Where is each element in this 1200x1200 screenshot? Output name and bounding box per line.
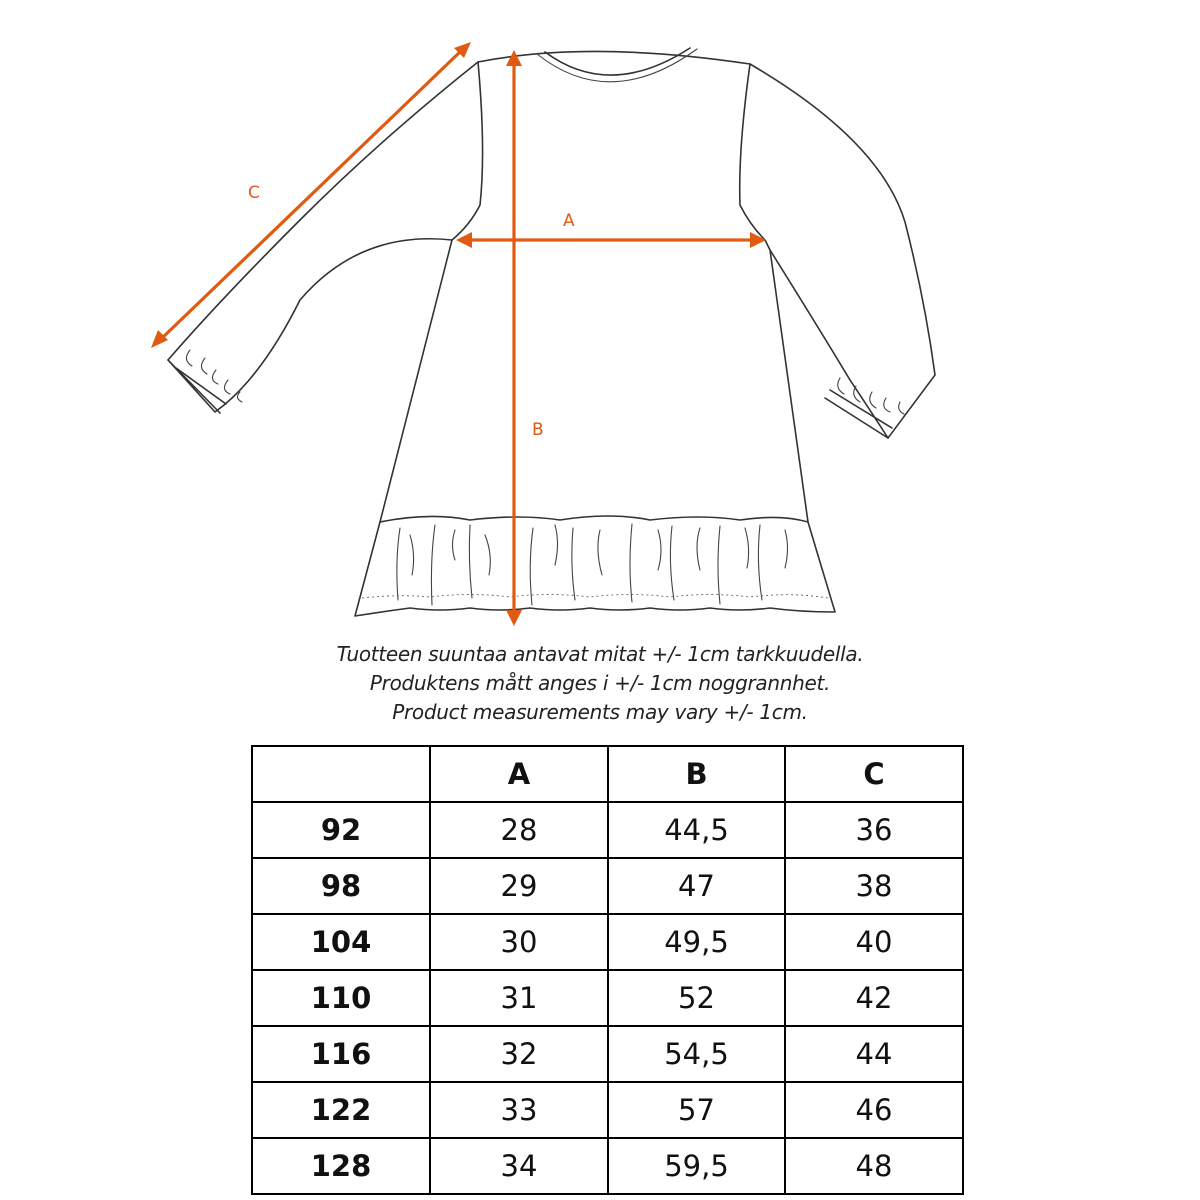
value-c-cell: 46: [785, 1082, 963, 1138]
header-a: A: [430, 746, 608, 802]
table-row: [252, 914, 963, 970]
value-b-cell: 47: [608, 858, 785, 914]
note-swedish: Produktens mått anges i +/- 1cm noggrannhet.: [369, 671, 831, 695]
measurement-c-arrow: [151, 42, 471, 348]
dress-illustration: [168, 48, 935, 616]
table-row: [252, 802, 963, 858]
table-row: [252, 858, 963, 914]
header-size: [252, 746, 430, 802]
right-cuff-gathers: [838, 378, 904, 414]
size-cell: 104: [252, 914, 430, 970]
value-b-cell: 54,5: [608, 1026, 785, 1082]
value-a-cell: 28: [430, 802, 608, 858]
value-a-cell: 29: [430, 858, 608, 914]
measurement-a-arrow: [456, 232, 766, 248]
value-c-cell: 40: [785, 914, 963, 970]
table-row: [252, 1138, 963, 1194]
value-c-cell: 38: [785, 858, 963, 914]
measurement-a-label: A: [563, 211, 575, 231]
measurement-c-label: C: [248, 183, 260, 203]
measurement-b-label: B: [532, 420, 544, 440]
value-a-cell: 34: [430, 1138, 608, 1194]
left-cuff-gathers: [186, 350, 242, 402]
right-cuff: [825, 390, 892, 438]
table-header-row: [252, 746, 963, 802]
value-b-cell: 59,5: [608, 1138, 785, 1194]
ruffle-seam: [380, 516, 808, 522]
measurement-notes: [0, 640, 1200, 727]
value-a-cell: 33: [430, 1082, 608, 1138]
value-b-cell: 57: [608, 1082, 785, 1138]
table-row: [252, 1082, 963, 1138]
size-cell: 116: [252, 1026, 430, 1082]
size-cell: 92: [252, 802, 430, 858]
value-a-cell: 30: [430, 914, 608, 970]
header-c: C: [785, 746, 963, 802]
ruffle-folds: [397, 524, 788, 605]
measurement-b-arrow: [506, 50, 522, 626]
size-chart-table: [251, 745, 964, 1195]
right-sleeve: [750, 64, 935, 438]
size-cell: 128: [252, 1138, 430, 1194]
value-c-cell: 48: [785, 1138, 963, 1194]
note-finnish: Tuotteen suuntaa antavat mitat +/- 1cm tarkkuudella.: [336, 642, 864, 666]
value-a-cell: 31: [430, 970, 608, 1026]
table-row: [252, 970, 963, 1026]
value-a-cell: 32: [430, 1026, 608, 1082]
size-cell: 98: [252, 858, 430, 914]
value-b-cell: 49,5: [608, 914, 785, 970]
left-sleeve: [168, 62, 478, 412]
left-cuff: [168, 360, 226, 413]
value-c-cell: 42: [785, 970, 963, 1026]
size-cell: 110: [252, 970, 430, 1026]
size-cell: 122: [252, 1082, 430, 1138]
neckline-binding: [537, 49, 697, 82]
header-b: B: [608, 746, 785, 802]
value-c-cell: 44: [785, 1026, 963, 1082]
dress-body-outline: [355, 51, 835, 616]
value-c-cell: 36: [785, 802, 963, 858]
table-row: [252, 1026, 963, 1082]
value-b-cell: 44,5: [608, 802, 785, 858]
note-english: Product measurements may vary +/- 1cm.: [392, 700, 808, 724]
value-b-cell: 52: [608, 970, 785, 1026]
